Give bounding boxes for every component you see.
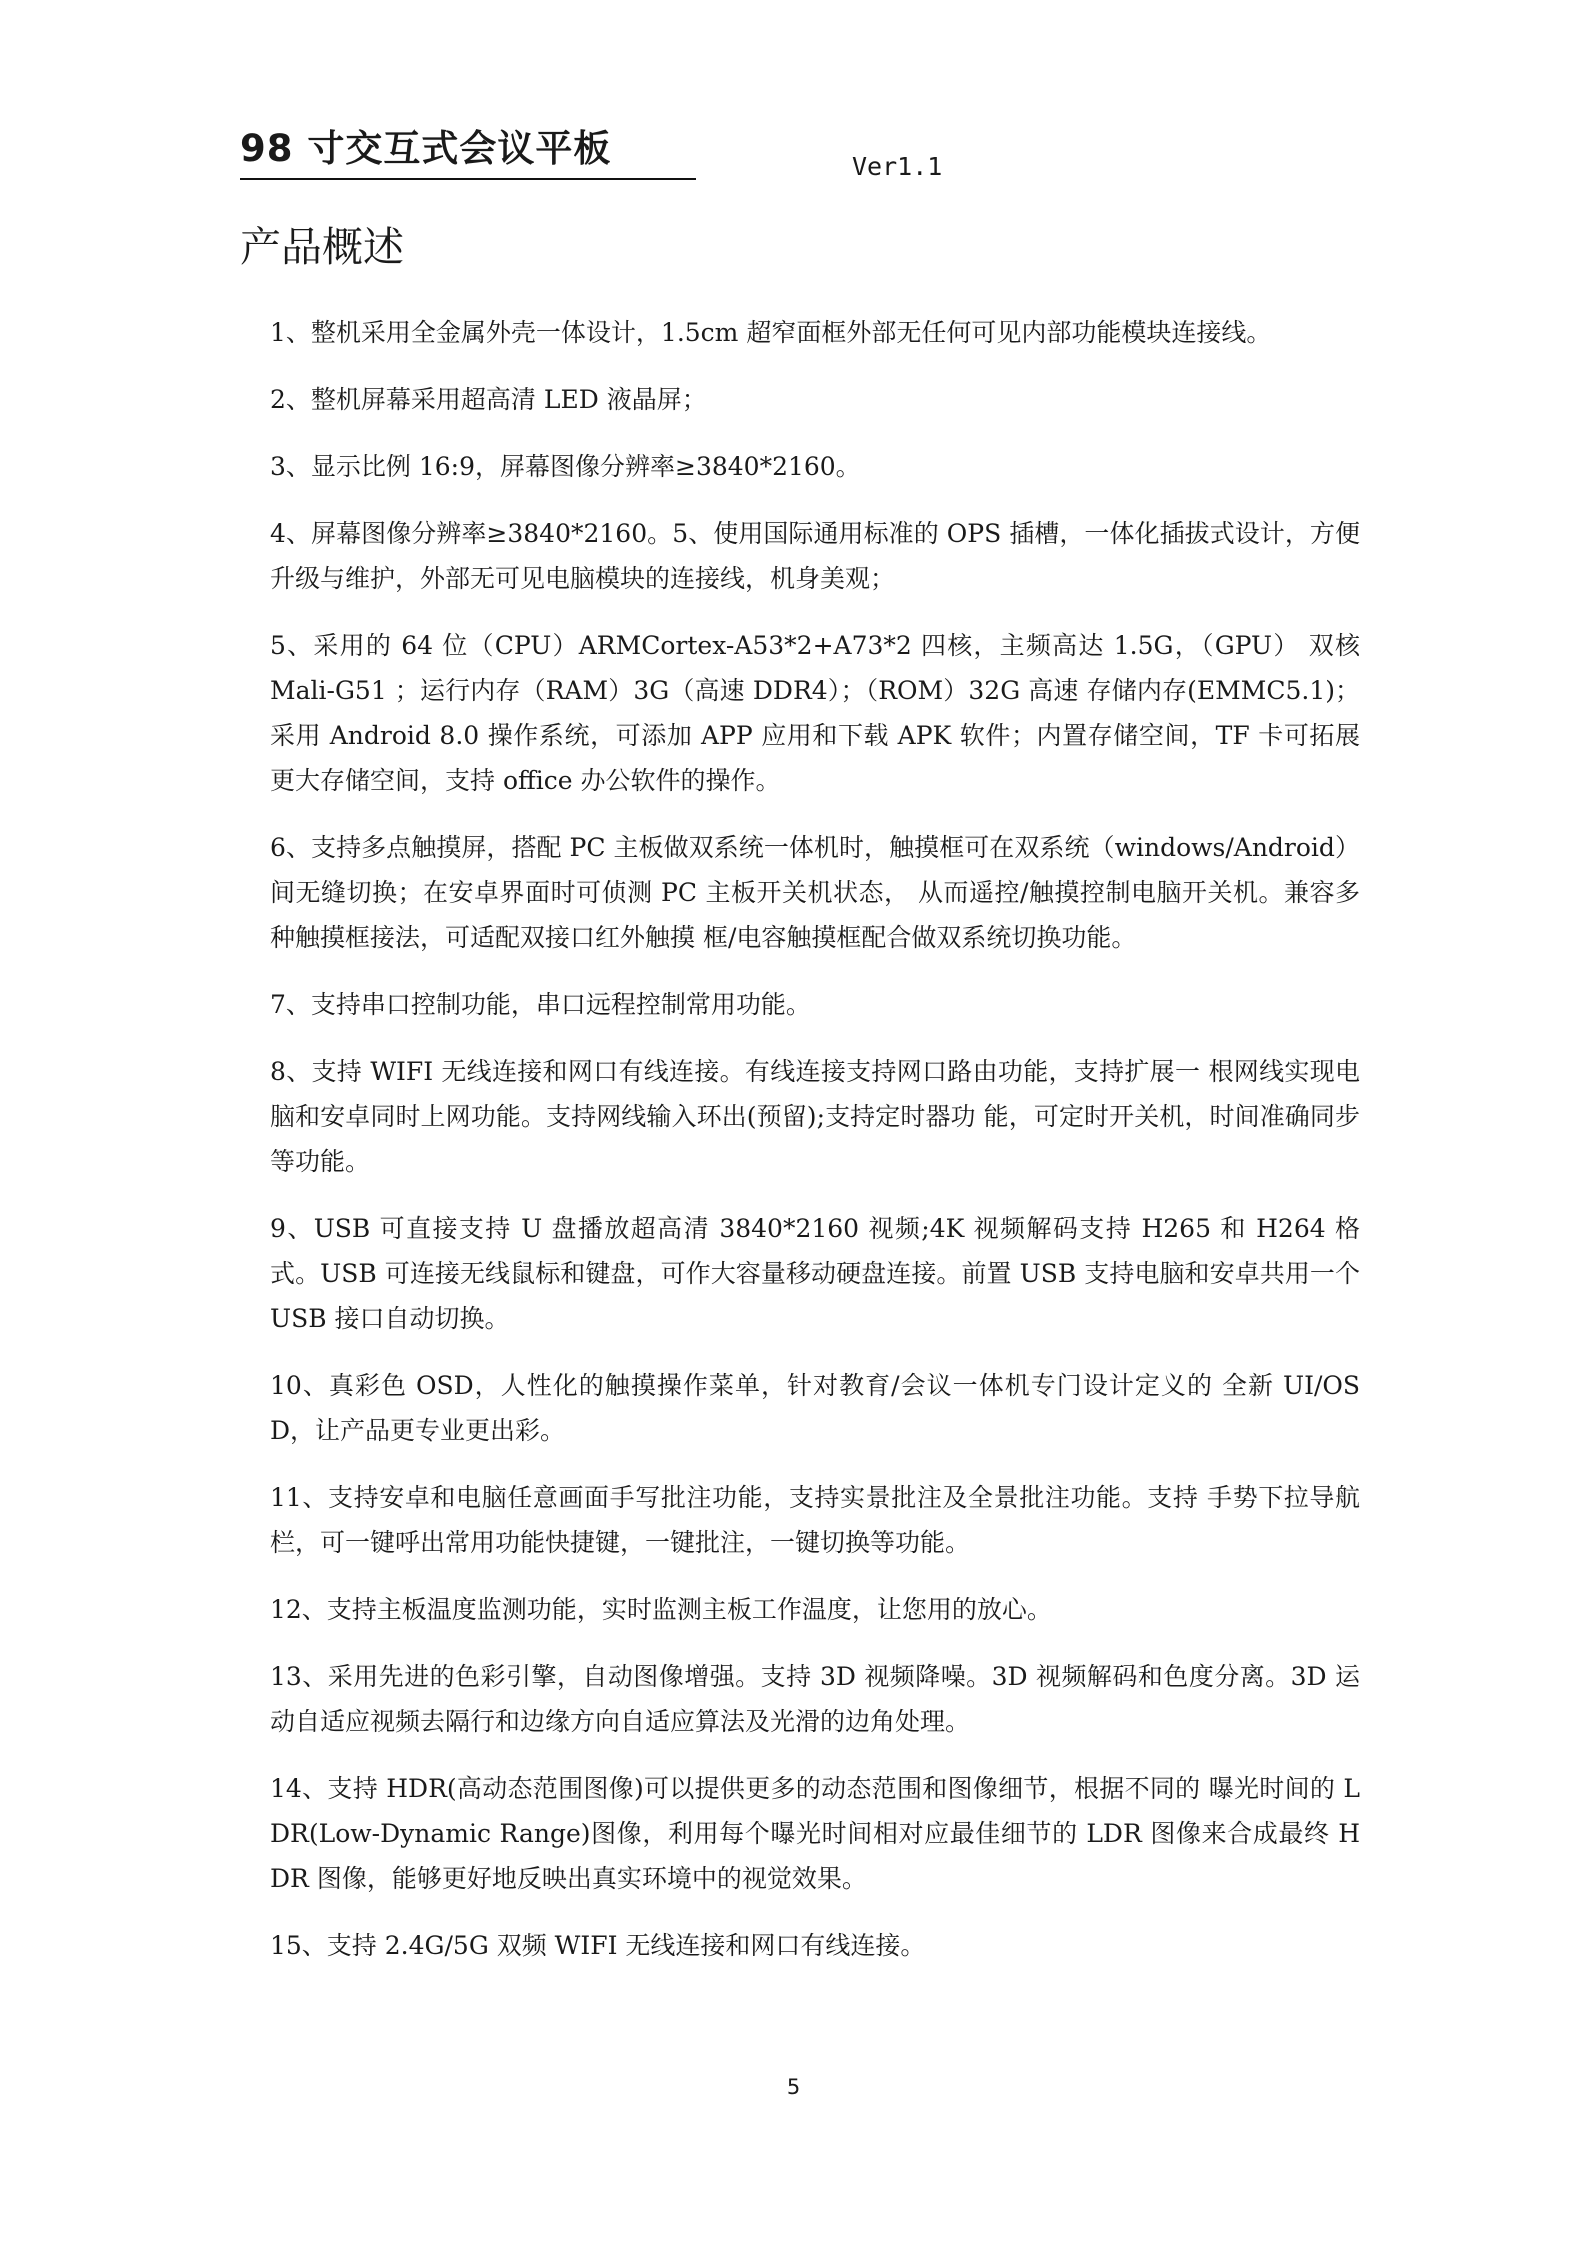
feature-item: 1、整机采用全金属外壳一体设计，1.5cm 超窄面框外部无任何可见内部功能模块连接线。 <box>270 318 1272 347</box>
document-title: 98 寸交互式会议平板 <box>240 127 612 170</box>
feature-item: 15、支持 2.4G/5G 双频 WIFI 无线连接和网口有线连接。 <box>270 1931 926 1960</box>
feature-item: 14、支持 HDR(高动态范围图像)可以提供更多的动态范围和图像细节，根据不同的 曝光时间的 LDR(Low-Dynamic Range)图像，利用每个曝光时间相对应最佳细节的 LDR 图像来合成最终 HDR 图像，能够更好地反映出真实环境中的视觉效果。 <box>270 1774 1360 1893</box>
feature-item: 7、支持串口控制功能，串口远程控制常用功能。 <box>270 990 811 1019</box>
feature-list <box>270 310 1360 1990</box>
feature-item: 4、屏幕图像分辨率≥3840*2160。5、使用国际通用标准的 OPS 插槽，一体化插拔式设计，方便升级与维护，外部无可见电脑模块的连接线，机身美观； <box>270 519 1360 593</box>
feature-item: 3、显示比例 16:9，屏幕图像分辨率≥3840*2160。 <box>270 452 861 481</box>
version-label: Ver1.1 <box>852 152 943 181</box>
section-heading: 产品概述 <box>240 223 404 271</box>
feature-item: 2、整机屏幕采用超高清 LED 液晶屏； <box>270 385 707 414</box>
feature-item: 9、USB 可直接支持 U 盘播放超高清 3840*2160 视频;4K 视频解码支持 H265 和 H264 格式。USB 可连接无线鼠标和键盘，可作大容量移动硬盘连接。前置 USB 支持电脑和安卓共用一个 USB 接口自动切换。 <box>270 1214 1360 1333</box>
feature-item: 8、支持 WIFI 无线连接和网口有线连接。有线连接支持网口路由功能，支持扩展一 根网线实现电脑和安卓同时上网功能。支持网线输入环出(预留);支持定时器功 能，可定时开关机，时间准确同步等功能。 <box>270 1057 1360 1176</box>
feature-item: 12、支持主板温度监测功能，实时监测主板工作温度，让您用的放心。 <box>270 1595 1052 1624</box>
feature-item: 13、采用先进的色彩引擎，自动图像增强。支持 3D 视频降噪。3D 视频解码和色度分离。3D 运动自适应视频去隔行和边缘方向自适应算法及光滑的边角处理。 <box>270 1662 1360 1736</box>
feature-item: 10、真彩色 OSD，人性化的触摸操作菜单，针对教育/会议一体机专门设计定义的 全新 UI/OSD，让产品更专业更出彩。 <box>270 1371 1360 1445</box>
page-number: 5 <box>786 2075 801 2099</box>
feature-item: 11、支持安卓和电脑任意画面手写批注功能，支持实景批注及全景批注功能。支持 手势下拉导航栏，可一键呼出常用功能快捷键，一键批注，一键切换等功能。 <box>270 1483 1360 1557</box>
feature-item: 5、采用的 64 位（CPU）ARMCortex-A53*2+A73*2 四核，主频高达 1.5G，（GPU） 双核 Mali-G51 ；运行内存（RAM）3G（高速 DDR4）；（ROM）32G 高速 存储内存(EMMC5.1)；采用 Android 8.0 操作系统，可添加 APP 应用和下载 APK 软件；内置存储空间，TF 卡可拓展更大存储空间，支持 office 办公软件的操作。 <box>270 631 1360 795</box>
header-divider <box>240 178 696 180</box>
feature-item: 6、支持多点触摸屏，搭配 PC 主板做双系统一体机时，触摸框可在双系统（windows/Android）间无缝切换；在安卓界面时可侦测 PC 主板开关机状态， 从而遥控/触摸控制电脑开关机。兼容多种触摸框接法，可适配双接口红外触摸 框/电容触摸框配合做双系统切换功能。 <box>270 833 1360 952</box>
